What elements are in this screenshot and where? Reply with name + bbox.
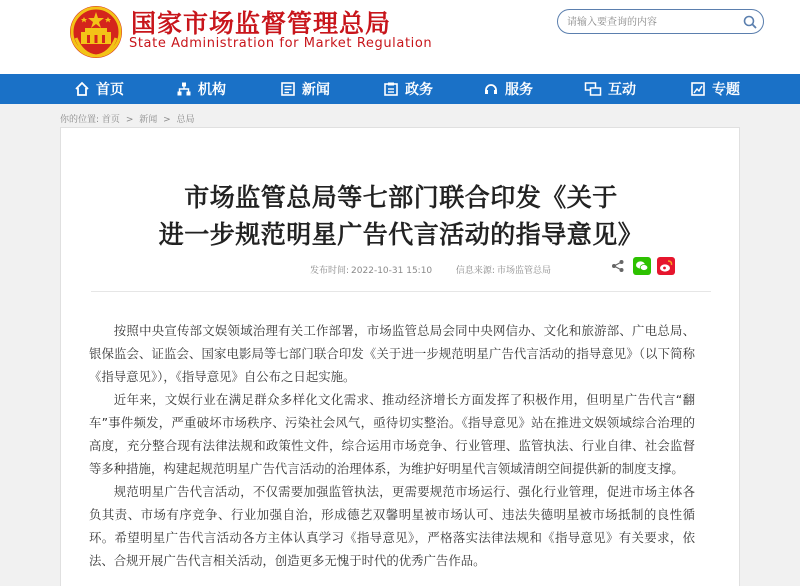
nav-label: 政务 bbox=[405, 82, 433, 98]
nav-item-topic[interactable] bbox=[690, 74, 740, 104]
title-divider bbox=[91, 291, 711, 292]
breadcrumb-separator: > bbox=[125, 115, 134, 125]
gov-affairs-icon bbox=[383, 81, 399, 97]
site-header bbox=[0, 0, 800, 74]
breadcrumb bbox=[60, 112, 195, 125]
service-icon bbox=[483, 81, 499, 97]
breadcrumb-item-sub[interactable]: 总局 bbox=[176, 115, 195, 125]
search-button[interactable] bbox=[741, 13, 759, 31]
nav-item-home[interactable] bbox=[74, 74, 124, 104]
wechat-icon[interactable] bbox=[633, 257, 651, 275]
search-input[interactable] bbox=[567, 14, 732, 30]
article-panel bbox=[60, 127, 740, 586]
source-value: 市场监管总局 bbox=[496, 266, 551, 276]
nav-label: 互动 bbox=[608, 82, 636, 98]
breadcrumb-item-home[interactable]: 首页 bbox=[101, 115, 120, 125]
article-paragraph: 规范明星广告代言活动，不仅需要加强监管执法，更需要规范市场运行、强化行业管理，促进市场主体各负其责、市场有序竞争、行业加强自治，形成德艺双馨明星被市场认可、违法失德明星被市场抵制的良性循环。希望明星广告代言活动各方主体认真学习《指导意见》，严格落实法律法规和《指导意见》有关要求，依法、合规开展广告代言相关活动，创造更多无愧于时代的优秀广告作品。 bbox=[89, 484, 695, 568]
publish-time: 2022-10-31 15:10 bbox=[351, 266, 433, 276]
topic-icon bbox=[690, 81, 706, 97]
article-paragraph: 近年来，文娱行业在满足群众多样化文化需求、推动经济增长方面发挥了积极作用，但明星广告代言“翻车”事件频发，严重破坏市场秩序、污染社会风气，亟待切实整治。《指导意见》站在推进文娱领域综合治理的高度，充分整合现有法律法规和政策性文件，综合运用市场竞争、行业管理、监管执法、行业自律、社会监督等多种措施，构建起规范明星广告代言活动的治理体系，为维护好明星代言领域清朗空间提供新的制度支撑。 bbox=[89, 392, 695, 476]
share-icon[interactable] bbox=[609, 257, 627, 275]
search-box bbox=[557, 9, 764, 34]
share-bar bbox=[609, 257, 675, 275]
article-meta bbox=[310, 263, 551, 276]
article-paragraph: 按照中央宣传部文娱领域治理有关工作部署，市场监管总局会同中央网信办、文化和旅游部、广电总局、银保监会、证监会、国家电影局等七部门联合印发《关于进一步规范明星广告代言活动的指导意见》（以下简称《指导意见》），《指导意见》自公布之日起实施。 bbox=[89, 323, 695, 384]
main-nav bbox=[0, 74, 800, 104]
nav-item-gov-affairs[interactable] bbox=[383, 74, 433, 104]
nav-item-service[interactable] bbox=[483, 74, 533, 104]
interaction-icon bbox=[584, 81, 602, 97]
nav-label: 新闻 bbox=[302, 82, 330, 98]
home-icon bbox=[74, 81, 90, 97]
source-label: 信息来源: bbox=[455, 266, 495, 276]
national-emblem-icon[interactable] bbox=[68, 4, 124, 60]
article-title-line2: 进一步规范明星广告代言活动的指导意见》 bbox=[158, 220, 644, 249]
site-subtitle: State Administration for Market Regulation bbox=[129, 36, 433, 51]
nav-item-org[interactable] bbox=[176, 74, 226, 104]
publish-label: 发布时间: bbox=[310, 266, 350, 276]
nav-label: 专题 bbox=[712, 82, 740, 98]
breadcrumb-prefix: 你的位置: bbox=[60, 115, 100, 125]
article-title-line1: 市场监管总局等七部门联合印发《关于 bbox=[184, 183, 618, 212]
nav-label: 机构 bbox=[198, 82, 226, 98]
article-body bbox=[89, 319, 695, 572]
nav-label: 首页 bbox=[96, 82, 124, 98]
nav-item-interaction[interactable] bbox=[584, 74, 636, 104]
nav-item-news[interactable] bbox=[280, 74, 330, 104]
site-title[interactable]: 国家市场监督管理总局 bbox=[131, 9, 392, 38]
search-icon bbox=[743, 15, 757, 29]
breadcrumb-item-news[interactable]: 新闻 bbox=[139, 115, 158, 125]
org-icon bbox=[176, 81, 192, 97]
news-icon bbox=[280, 81, 296, 97]
nav-label: 服务 bbox=[505, 82, 533, 98]
weibo-icon[interactable] bbox=[657, 257, 675, 275]
breadcrumb-separator: > bbox=[163, 115, 171, 125]
